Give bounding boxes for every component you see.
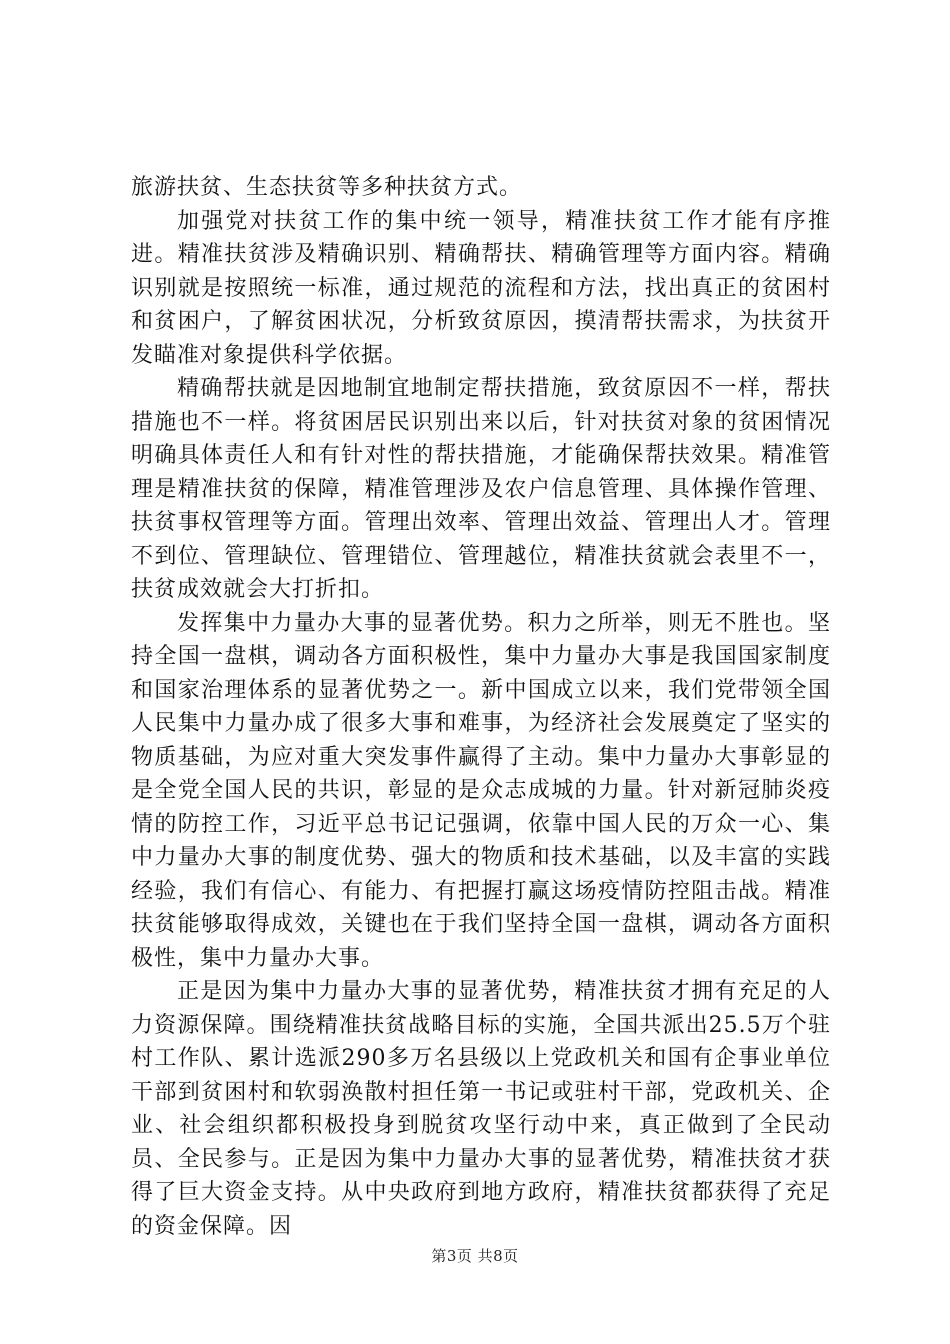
document-body — [131, 171, 831, 1243]
paragraph-2: 加强党对扶贫工作的集中统一领导，精准扶贫工作才能有序推进。精准扶贫涉及精确识别、精确帮扶、精确管理等方面内容。精确识别就是按照统一标准，通过规范的流程和方法，找出真正的贫困村和贫困户，了解贫困状况，分析致贫原因，摸清帮扶需求，为扶贫开发瞄准对象提供科学依据。 — [131, 208, 831, 368]
paragraph-5: 正是因为集中力量办大事的显著优势，精准扶贫才拥有充足的人力资源保障。围绕精准扶贫战略目标的实施，全国共派出25.5万个驻村工作队、累计选派290多万名县级以上党政机关和国有企事业单位干部到贫困村和软弱涣散村担任第一书记或驻村干部，党政机关、企业、社会组织都积极投身到脱贫攻坚行动中来，真正做到了全民动员、全民参与。正是因为集中力量办大事的显著优势，精准扶贫才获得了巨大资金支持。从中央政府到地方政府，精准扶贫都获得了充足的资金保障。因 — [131, 979, 831, 1239]
page-number-footer: 第3页 共8页 — [431, 1247, 519, 1265]
paragraph-1: 旅游扶贫、生态扶贫等多种扶贫方式。 — [131, 175, 523, 200]
paragraph-3: 精确帮扶就是因地制宜地制定帮扶措施，致贫原因不一样，帮扶措施也不一样。将贫困居民识别出来以后，针对扶贫对象的贫困情况明确具体责任人和有针对性的帮扶措施，才能确保帮扶效果。精准管理是精准扶贫的保障，精准管理涉及农户信息管理、具体操作管理、扶贫事权管理等方面。管理出效率、管理出效益、管理出人才。管理不到位、管理缺位、管理错位、管理越位，精准扶贫就会表里不一，扶贫成效就会大打折扣。 — [131, 376, 831, 602]
paragraph-4: 发挥集中力量办大事的显著优势。积力之所举，则无不胜也。坚持全国一盘棋，调动各方面积极性，集中力量办大事是我国国家制度和国家治理体系的显著优势之一。新中国成立以来，我们党带领全国人民集中力量办成了很多大事和难事，为经济社会发展奠定了坚实的物质基础，为应对重大突发事件赢得了主动。集中力量办大事彰显的是全党全国人民的共识，彰显的是众志成城的力量。针对新冠肺炎疫情的防控工作，习近平总书记记强调，依靠中国人民的万众一心、集中力量办大事的制度优势、强大的物质和技术基础，以及丰富的实践经验，我们有信心、有能力、有把握打赢这场疫情防控阻击战。精准扶贫能够取得成效，关键也在于我们坚持全国一盘棋，调动各方面积极性，集中力量办大事。 — [131, 610, 831, 971]
